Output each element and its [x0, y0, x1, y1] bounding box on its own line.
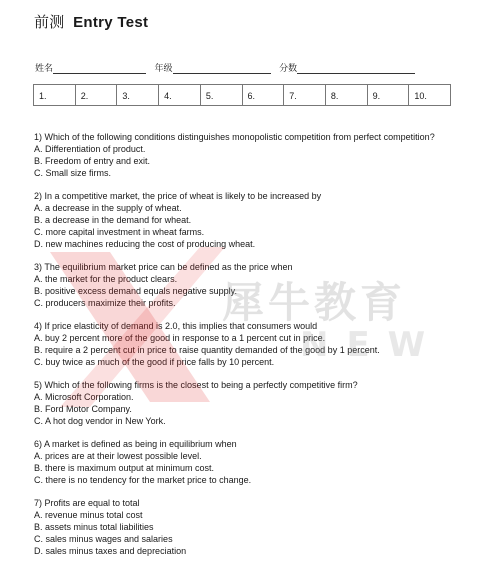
question-item	[34, 379, 464, 427]
question-item	[34, 438, 464, 486]
question-option: C. Small size firms.	[34, 168, 112, 178]
question-option: C. A hot dog vendor in New York.	[34, 416, 166, 426]
title-english: Entry Test	[73, 14, 149, 31]
question-option: C. sales minus wages and salaries	[34, 534, 173, 544]
answer-cell[interactable]: 10.	[414, 91, 427, 101]
question-option: B. Freedom of entry and exit.	[34, 156, 151, 166]
question-option: C. more capital investment in wheat farms.	[34, 227, 205, 237]
question-option: D. new machines reducing the cost of producing wheat.	[34, 239, 256, 249]
student-info-fields	[35, 61, 415, 74]
question-option: B. assets minus total liabilities	[34, 522, 154, 532]
question-option: B. there is maximum output at minimum cost.	[34, 463, 215, 473]
question-option: A. a decrease in the supply of wheat.	[34, 203, 182, 213]
question-stem: 7) Profits are equal to total	[34, 498, 140, 508]
score-label: 分数	[279, 63, 298, 73]
name-field[interactable]	[53, 65, 146, 74]
question-list	[34, 131, 464, 568]
question-option: C. buy twice as much of the good if price falls by 10 percent.	[34, 357, 275, 367]
title-chinese: 前测	[34, 14, 65, 31]
question-option: B. a decrease in the demand for wheat.	[34, 215, 192, 225]
question-stem: 2) In a competitive market, the price of wheat is likely to be increased by	[34, 191, 322, 201]
question-option: A. buy 2 percent more of the good in response to a 1 percent cut in price.	[34, 333, 326, 343]
question-option: C. producers maximize their profits.	[34, 298, 176, 308]
question-stem: 3) The equilibrium market price can be defined as the price when	[34, 262, 293, 272]
question-stem: 4) If price elasticity of demand is 2.0, this implies that consumers would	[34, 321, 318, 331]
answer-grid	[33, 84, 451, 106]
answer-cell[interactable]: 7.	[284, 85, 326, 105]
grade-field[interactable]	[173, 65, 271, 74]
answer-cell[interactable]: 4.	[159, 85, 201, 105]
watermark-text: 犀牛教育	[222, 278, 407, 327]
question-option: D. sales minus taxes and depreciation	[34, 546, 187, 556]
score-field[interactable]	[297, 65, 415, 74]
question-option: A. Differentiation of product.	[34, 144, 146, 154]
question-option: B. Ford Motor Company.	[34, 404, 132, 414]
answer-cell[interactable]: 5.	[201, 85, 243, 105]
question-item	[34, 261, 464, 309]
page-title	[34, 11, 148, 32]
question-option: B. require a 2 percent cut in price to raise quantity demanded of the good by 1 percent.	[34, 345, 380, 355]
question-option: C. there is no tendency for the market price to change.	[34, 475, 252, 485]
question-item	[34, 131, 464, 179]
answer-cell[interactable]: 6.	[243, 85, 285, 105]
answer-cell[interactable]: 3.	[117, 85, 159, 105]
question-option: A. the market for the product clears.	[34, 274, 178, 284]
question-item	[34, 497, 464, 557]
question-stem: 1) Which of the following conditions distinguishes monopolistic competition from perfect competition?	[34, 132, 435, 142]
watermark-subtext: NEW	[300, 325, 444, 365]
question-item	[34, 320, 464, 368]
question-option: A. Microsoft Corporation.	[34, 392, 134, 402]
answer-cell[interactable]: 2.	[76, 85, 118, 105]
question-option: B. positive excess demand equals negative supply.	[34, 286, 237, 296]
answer-cell[interactable]: 1.	[34, 85, 76, 105]
question-stem: 5) Which of the following firms is the closest to being a perfectly competitive firm?	[34, 380, 358, 390]
name-label: 姓名	[35, 63, 54, 73]
answer-cell[interactable]: 8.	[326, 85, 368, 105]
grade-label: 年级	[154, 63, 173, 73]
question-stem: 6) A market is defined as being in equilibrium when	[34, 439, 237, 449]
question-item	[34, 190, 464, 250]
question-option: A. revenue minus total cost	[34, 510, 143, 520]
answer-cell[interactable]: 9.	[368, 85, 410, 105]
question-option: A. prices are at their lowest possible level.	[34, 451, 202, 461]
